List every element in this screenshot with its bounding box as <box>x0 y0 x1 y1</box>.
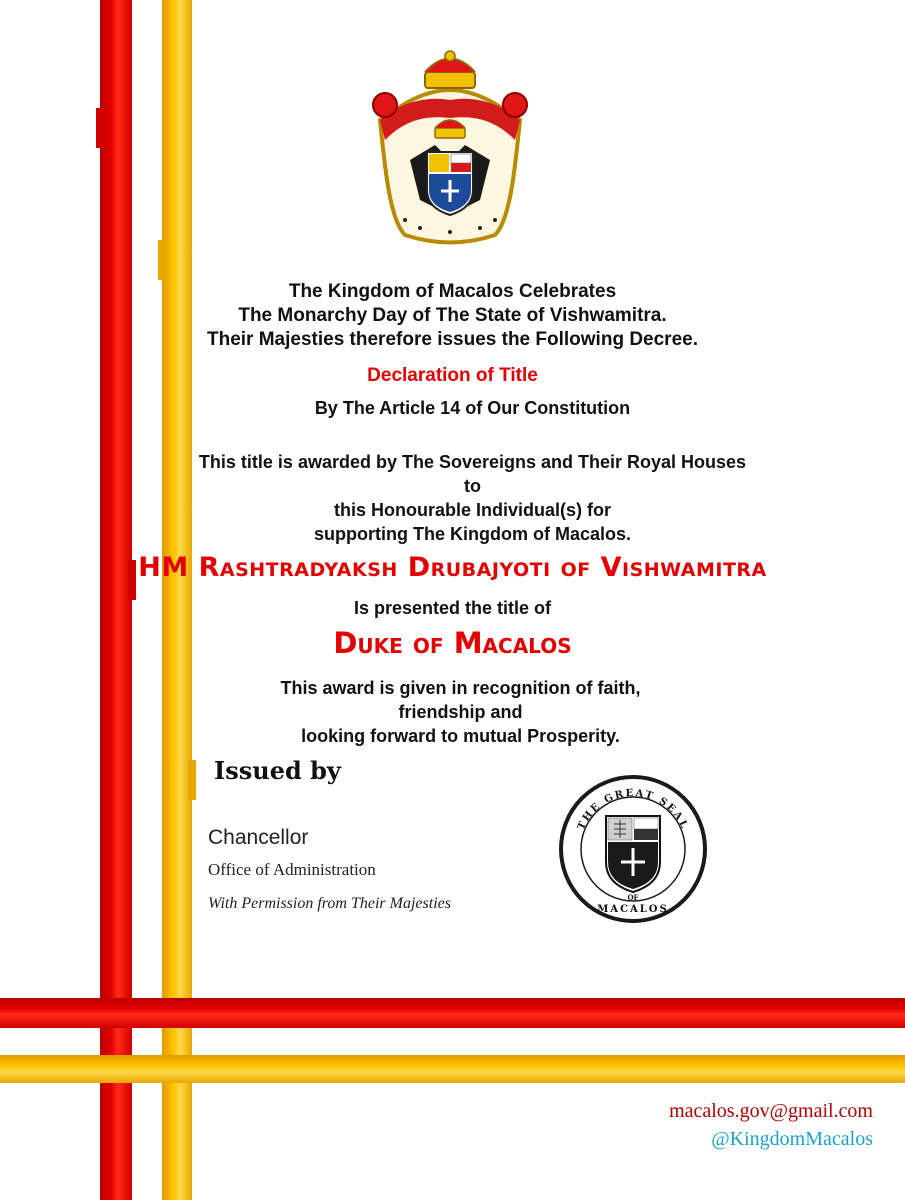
award-line-1: This title is awarded by The Sovereigns and Their Royal Houses <box>198 452 747 472</box>
issuer-role: Chancellor <box>208 826 309 849</box>
seal-of-text: OF <box>627 893 639 902</box>
recognition-line-3: looking forward to mutual Prosperity. <box>301 726 620 746</box>
award-line-3: this Honourable Individual(s) for <box>333 500 611 520</box>
band-jog <box>158 240 166 280</box>
recognition-line-2: friendship and <box>398 702 523 722</box>
intro-line-2: The Monarchy Day of The State of Vishwamitra. <box>238 305 667 326</box>
article-line: By The Article 14 of Our Constitution <box>314 398 631 418</box>
presented-line: Is presented the title of <box>353 598 552 618</box>
award-line-4: supporting The Kingdom of Macalos. <box>314 524 631 544</box>
intro-text <box>0 280 905 352</box>
award-line-2: to <box>464 476 481 496</box>
issued-by-label: Issued by <box>214 756 341 785</box>
red-horizontal-band <box>0 998 905 1028</box>
seal-top-text: THE GREAT SEAL <box>575 787 691 832</box>
contact-email[interactable]: macalos.gov@gmail.com <box>669 1100 873 1122</box>
band-jog <box>188 760 196 800</box>
band-jog <box>96 108 104 148</box>
great-seal-icon <box>558 774 708 924</box>
honoree-name: HM Rashtradyaksh Drubajyoti of Vishwamitra <box>138 552 767 583</box>
recognition-line-1: This award is given in recognition of faith, <box>280 678 641 698</box>
intro-line-3: Their Majesties therefore issues the Following Decree. <box>207 329 698 350</box>
recognition-text <box>8 676 905 748</box>
coat-of-arms-icon <box>365 50 535 250</box>
issuer-office: Office of Administration <box>208 860 376 879</box>
seal-bottom-text: MACALOS <box>597 904 669 915</box>
yellow-horizontal-band <box>0 1055 905 1083</box>
issuer-permission: With Permission from Their Majesties <box>208 895 451 912</box>
declaration-title: Declaration of Title <box>367 365 538 386</box>
award-text <box>20 450 905 546</box>
intro-line-1: The Kingdom of Macalos Celebrates <box>288 281 617 302</box>
awarded-title: Duke of Macalos <box>333 626 572 660</box>
contact-handle[interactable]: @KingdomMacalos <box>711 1128 873 1150</box>
